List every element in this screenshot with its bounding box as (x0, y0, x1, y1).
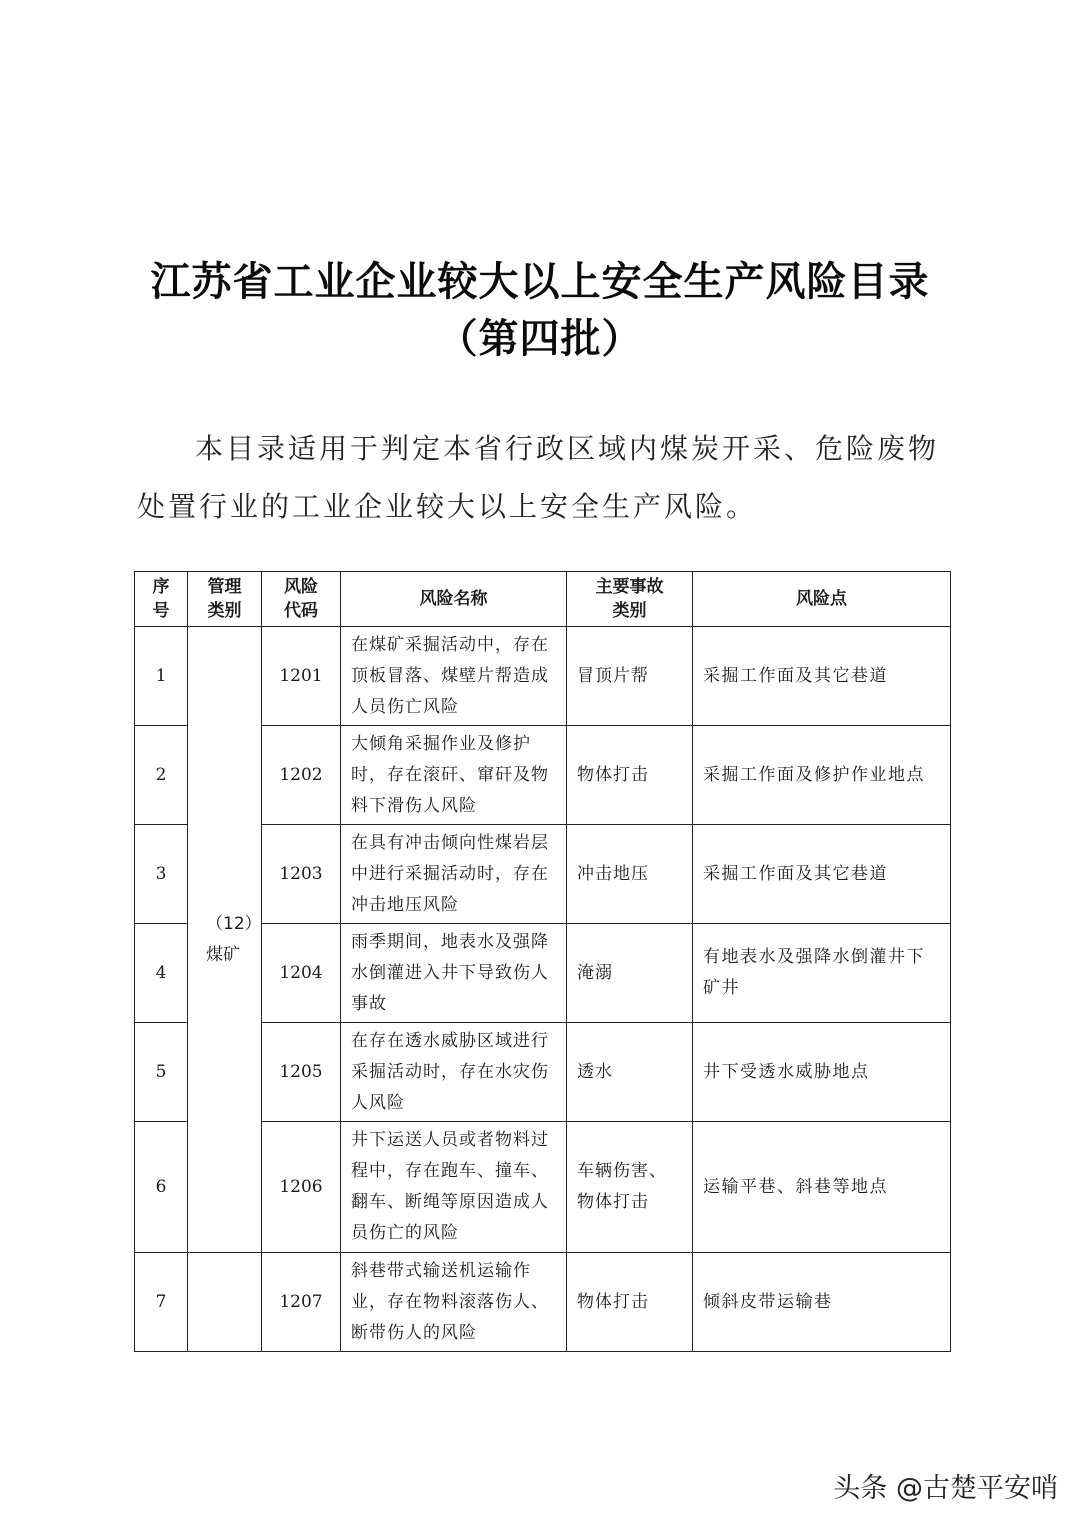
row-code: 1205 (262, 1023, 341, 1122)
row-risk-name: 在煤矿采掘活动中，存在顶板冒落、煤壁片帮造成人员伤亡风险 (341, 627, 567, 726)
row-risk-name: 井下运送人员或者物料过程中，存在跑车、撞车、翻车、断绳等原因造成人员伤亡的风险 (341, 1122, 567, 1253)
table-row (135, 627, 951, 726)
header-accident: 主要事故 类别 (567, 572, 693, 627)
row-code: 1202 (262, 726, 341, 825)
row-risk-point: 井下受透水威胁地点 (693, 1023, 951, 1122)
row-accident: 物体打击 (567, 726, 693, 825)
row-seq: 1 (135, 627, 188, 726)
row-seq: 7 (135, 1253, 188, 1352)
header-name: 风险名称 (341, 572, 567, 627)
row-risk-point: 运输平巷、斜巷等地点 (693, 1122, 951, 1253)
row-risk-name: 斜巷带式输送机运输作业，存在物料滚落伤人、断带伤人的风险 (341, 1253, 567, 1352)
header-code: 风险 代码 (262, 572, 341, 627)
document-subtitle: （第四批） (437, 315, 643, 362)
row-accident: 透水 (567, 1023, 693, 1122)
header-category: 管理 类别 (188, 572, 262, 627)
document-title: 江苏省工业企业较大以上安全生产风险目录 (150, 258, 930, 305)
row-seq: 3 (135, 825, 188, 924)
row-seq: 2 (135, 726, 188, 825)
row-code: 1201 (262, 627, 341, 726)
row-accident: 车辆伤害、物体打击 (567, 1122, 693, 1253)
risk-table (134, 571, 951, 1352)
header-point: 风险点 (693, 572, 951, 627)
watermark-text: 头条 @古楚平安哨 (833, 1473, 1058, 1504)
row-seq: 4 (135, 924, 188, 1023)
row-accident: 物体打击 (567, 1253, 693, 1352)
row-risk-name: 在存在透水威胁区域进行采掘活动时，存在水灾伤人风险 (341, 1023, 567, 1122)
row-risk-name: 雨季期间，地表水及强降水倒灌进入井下导致伤人事故 (341, 924, 567, 1023)
row-accident: 冒顶片帮 (567, 627, 693, 726)
row-code: 1203 (262, 825, 341, 924)
header-seq: 序 号 (135, 572, 188, 627)
row-risk-point: 有地表水及强降水倒灌井下矿井 (693, 924, 951, 1023)
intro-paragraph: 本目录适用于判定本省行政区域内煤炭开采、危险废物处置行业的工业企业较大以上安全生产风险。 (137, 432, 940, 523)
row-seq: 6 (135, 1122, 188, 1253)
category-cell (188, 627, 262, 1253)
row-risk-point: 采掘工作面及修护作业地点 (693, 726, 951, 825)
row-accident: 冲击地压 (567, 825, 693, 924)
table-header-row (135, 572, 951, 627)
row-risk-point: 采掘工作面及其它巷道 (693, 627, 951, 726)
row-seq: 5 (135, 1023, 188, 1122)
category-name: 煤矿 (206, 944, 240, 965)
row-risk-point: 采掘工作面及其它巷道 (693, 825, 951, 924)
row-code: 1204 (262, 924, 341, 1023)
row-risk-name: 在具有冲击倾向性煤岩层中进行采掘活动时，存在冲击地压风险 (341, 825, 567, 924)
row-accident: 淹溺 (567, 924, 693, 1023)
table-row (135, 1253, 951, 1352)
row-risk-name: 大倾角采掘作业及修护时，存在滚矸、窜矸及物料下滑伤人风险 (341, 726, 567, 825)
row-risk-point: 倾斜皮带运输巷 (693, 1253, 951, 1352)
row-code: 1207 (262, 1253, 341, 1352)
row-code: 1206 (262, 1122, 341, 1253)
category-number: （12） (206, 913, 262, 934)
category-cell-empty (188, 1253, 262, 1352)
